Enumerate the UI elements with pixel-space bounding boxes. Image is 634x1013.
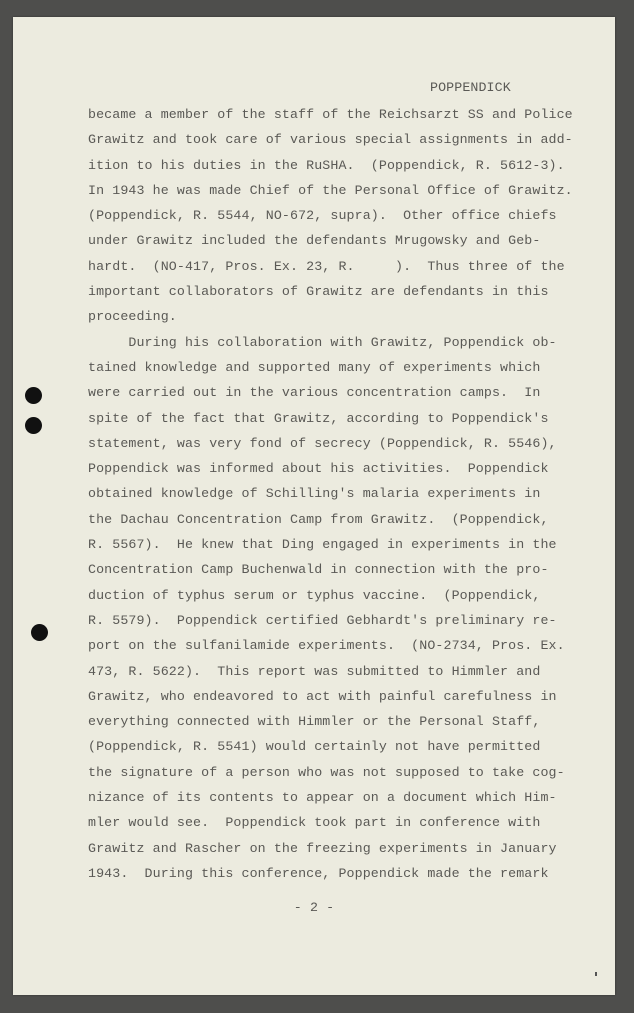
text-line: became a member of the staff of the Reichsarzt SS and Police [88, 107, 573, 122]
text-line: mler would see. Poppendick took part in conference with [88, 815, 541, 831]
text-line: hardt. (NO-417, Pros. Ex. 23, R. ). Thus three of the [88, 258, 565, 274]
text-line: tained knowledge and supported many of experiments which [88, 359, 541, 375]
text-line: ition to his duties in the RuSHA. (Poppendick, R. 5612-3). [88, 157, 565, 173]
text-line: nizance of its contents to appear on a document which Him- [88, 790, 557, 806]
scan-mark [595, 972, 597, 976]
text-line: R. 5579). Poppendick certified Gebhardt's preliminary re- [88, 612, 557, 628]
text-line: Grawitz, who endeavored to act with painful carefulness in [88, 688, 557, 704]
document-page [13, 17, 615, 995]
punch-hole [31, 624, 48, 641]
text-line: In 1943 he was made Chief of the Personal Office of Grawitz. [88, 182, 573, 198]
page-number: - 2 - [293, 900, 335, 915]
text-line: the signature of a person who was not supposed to take cog- [88, 764, 565, 780]
text-line: important collaborators of Grawitz are defendants in this [88, 284, 549, 300]
punch-hole [25, 387, 42, 404]
text-line: statement, was very fond of secrecy (Poppendick, R. 5546), [88, 435, 557, 451]
text-line: 473, R. 5622). This report was submitted to Himmler and [88, 663, 541, 679]
text-line: under Grawitz included the defendants Mrugowsky and Geb- [88, 233, 541, 249]
text-line: were carried out in the various concentration camps. In [88, 385, 541, 401]
text-line: (Poppendick, R. 5541) would certainly not have permitted [88, 739, 541, 755]
running-header: POPPENDICK [430, 80, 511, 95]
text-line: (Poppendick, R. 5544, NO-672, supra). Other office chiefs [88, 208, 557, 224]
text-line: 1943. During this conference, Poppendick made the remark [88, 865, 549, 881]
text-line: the Dachau Concentration Camp from Grawitz. (Poppendick, [88, 511, 549, 527]
text-line: port on the sulfanilamide experiments. (NO-2734, Pros. Ex. [88, 638, 565, 654]
text-line: Grawitz and Rascher on the freezing experiments in January [88, 840, 557, 856]
text-line: spite of the fact that Grawitz, according to Poppendick's [88, 410, 549, 426]
text-line: R. 5567). He knew that Ding engaged in experiments in the [88, 537, 557, 553]
text-line: During his collaboration with Grawitz, Poppendick ob- [88, 334, 557, 350]
text-line: duction of typhus serum or typhus vaccine. (Poppendick, [88, 587, 541, 603]
text-line: Concentration Camp Buchenwald in connection with the pro- [88, 562, 549, 578]
punch-hole [25, 417, 42, 434]
body-text [88, 102, 573, 886]
text-line: Poppendick was informed about his activities. Poppendick [88, 461, 549, 477]
text-line: proceeding. [88, 309, 177, 325]
text-line: everything connected with Himmler or the Personal Staff, [88, 714, 541, 730]
text-line: Grawitz and took care of various special assignments in add- [88, 132, 573, 148]
text-line: obtained knowledge of Schilling's malaria experiments in [88, 486, 541, 502]
